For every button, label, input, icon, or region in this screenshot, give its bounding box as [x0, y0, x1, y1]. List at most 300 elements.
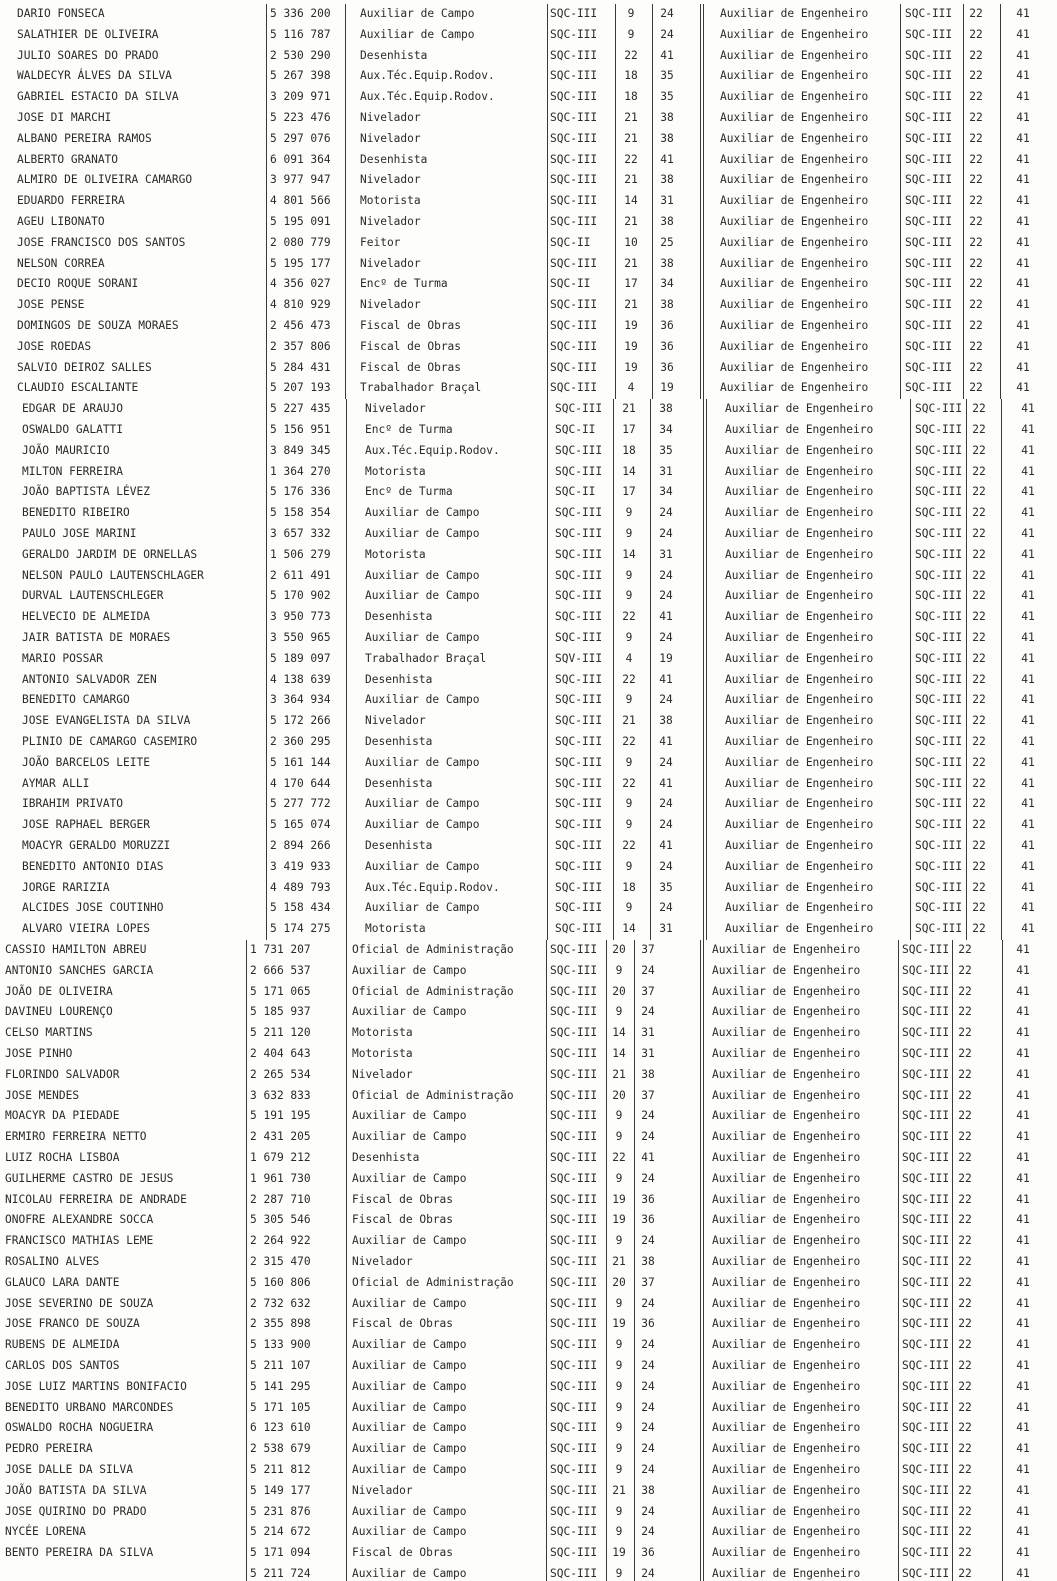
table-row — [0, 1106, 1057, 1127]
current-position: Desenhista — [360, 48, 428, 62]
current-level: SQC-III — [550, 1338, 598, 1352]
registration-number: 2 355 898 — [250, 1317, 311, 1331]
new-reference-end: 41 — [1021, 735, 1035, 748]
employee-name: AGEU LIBONATO — [17, 215, 105, 228]
current-reference-start: 21 — [624, 173, 638, 187]
current-position: Fiscal de Obras — [360, 319, 462, 332]
current-position: Auxiliar de Campo — [365, 589, 480, 603]
employee-name: DURVAL LAUTENSCHLEGER — [22, 589, 164, 603]
current-reference-start: 21 — [612, 1483, 626, 1497]
current-position: Aux.Téc.Equip.Rodov. — [365, 880, 500, 894]
new-reference-start: 22 — [958, 1151, 972, 1164]
new-level: SQC-III — [915, 610, 963, 624]
new-reference-start: 22 — [958, 1317, 972, 1331]
new-position: Auxiliar de Engenheiro — [712, 1463, 861, 1476]
new-level: SQC-III — [902, 1296, 950, 1310]
employee-name: JOSE FRANCO DE SOUZA — [5, 1317, 140, 1331]
current-level: SQC-II — [555, 485, 596, 499]
current-level: SQC-III — [555, 818, 603, 832]
table-row — [0, 1356, 1057, 1377]
table-row — [0, 1127, 1057, 1148]
current-reference-start: 19 — [624, 360, 638, 374]
registration-number: 5 160 806 — [250, 1275, 311, 1289]
new-reference-end: 41 — [1016, 1400, 1030, 1414]
new-reference-start: 22 — [969, 319, 983, 332]
new-reference-start: 22 — [972, 568, 986, 582]
table-row — [0, 503, 1057, 524]
new-reference-end: 41 — [1021, 901, 1035, 915]
registration-number: 2 456 473 — [270, 319, 331, 332]
current-reference-end: 41 — [659, 672, 673, 686]
employee-name: JORGE RARIZIA — [22, 880, 110, 894]
new-reference-end: 41 — [1016, 1130, 1030, 1144]
new-reference-end: 41 — [1016, 1192, 1030, 1206]
new-level: SQC-III — [902, 1379, 950, 1393]
new-reference-end: 41 — [1016, 1005, 1030, 1019]
registration-number: 5 165 074 — [270, 818, 331, 832]
employee-name: BENEDITO ANTONIO DIAS — [22, 859, 164, 873]
new-position: Auxiliar de Engenheiro — [712, 1026, 861, 1040]
current-position: Fiscal de Obras — [352, 1317, 454, 1331]
current-position: Aux.Téc.Equip.Rodov. — [360, 69, 495, 83]
new-reference-start: 22 — [958, 1546, 972, 1560]
current-reference-start: 20 — [612, 984, 626, 998]
current-position: Auxiliar de Campo — [360, 7, 475, 20]
registration-number: 5 156 951 — [270, 423, 331, 436]
employee-name: WALDECYR ÁLVES DA SILVA — [17, 69, 172, 83]
new-reference-start: 22 — [969, 194, 983, 208]
employee-name: JOSE QUIRINO DO PRADO — [5, 1504, 147, 1518]
new-reference-start: 22 — [958, 1171, 972, 1185]
table-row — [0, 1377, 1057, 1398]
current-reference-end: 34 — [659, 423, 673, 436]
new-level: SQC-III — [915, 423, 963, 436]
current-level: SQC-III — [550, 1088, 598, 1102]
registration-number: 2 530 290 — [270, 48, 331, 62]
employee-name: ALVARO VIEIRA LOPES — [22, 922, 150, 936]
current-position: Nivelador — [360, 131, 421, 145]
current-position: Auxiliar de Campo — [352, 963, 467, 977]
new-reference-end: 41 — [1016, 1255, 1030, 1268]
registration-number: 2 431 205 — [250, 1130, 311, 1144]
employee-name: DECIO ROQUE SORANI — [17, 277, 139, 291]
new-reference-start: 22 — [958, 1442, 972, 1456]
registration-number: 5 141 295 — [250, 1379, 311, 1393]
current-level: SQC-III — [550, 1317, 598, 1331]
current-reference-start: 9 — [615, 1567, 623, 1580]
current-level: SQC-III — [550, 1483, 598, 1497]
new-reference-end: 41 — [1021, 818, 1035, 832]
current-reference-start: 10 — [624, 235, 638, 249]
new-position: Auxiliar de Engenheiro — [712, 1275, 861, 1289]
current-reference-end: 38 — [641, 1255, 655, 1268]
new-position: Auxiliar de Engenheiro — [712, 1171, 861, 1185]
registration-number: 2 894 266 — [270, 839, 331, 852]
current-reference-end: 41 — [660, 48, 674, 62]
new-reference-end: 41 — [1021, 464, 1035, 478]
new-position: Auxiliar de Engenheiro — [720, 256, 869, 270]
current-position: Auxiliar de Campo — [352, 1421, 467, 1435]
registration-number: 5 267 398 — [270, 69, 331, 83]
new-position: Auxiliar de Engenheiro — [720, 381, 869, 395]
new-reference-end: 41 — [1021, 797, 1035, 811]
new-position: Auxiliar de Engenheiro — [712, 1005, 861, 1019]
current-level: SQC-III — [550, 111, 598, 124]
new-reference-end: 41 — [1016, 1421, 1030, 1435]
registration-number: 5 158 434 — [270, 901, 331, 915]
current-reference-start: 21 — [624, 256, 638, 270]
current-reference-end: 36 — [660, 339, 674, 353]
registration-number: 5 171 105 — [250, 1400, 311, 1414]
table-row — [0, 1231, 1057, 1252]
current-position: Auxiliar de Campo — [360, 27, 475, 41]
employee-name: NYCÉE LORENA — [5, 1525, 86, 1539]
new-reference-start: 22 — [958, 1109, 972, 1123]
registration-number: 5 172 266 — [270, 714, 331, 728]
new-level: SQC-III — [905, 360, 953, 374]
current-reference-start: 14 — [622, 464, 636, 478]
current-reference-start: 4 — [627, 381, 635, 395]
table-row — [0, 1481, 1057, 1502]
table-row — [0, 732, 1057, 753]
registration-number: 4 489 793 — [270, 880, 331, 894]
employee-name: SALVIO DEIROZ SALLES — [17, 360, 152, 374]
new-reference-end: 41 — [1021, 880, 1035, 894]
table-row — [0, 4, 1057, 25]
new-level: SQC-III — [905, 256, 953, 270]
current-reference-start: 9 — [615, 963, 623, 977]
current-level: SQC-III — [550, 1234, 598, 1248]
current-reference-start: 9 — [615, 1359, 623, 1372]
new-position: Auxiliar de Engenheiro — [712, 1296, 861, 1310]
registration-number: 3 950 773 — [270, 610, 331, 624]
new-level: SQC-III — [905, 69, 953, 83]
registration-number: 3 632 833 — [250, 1088, 311, 1102]
new-position: Auxiliar de Engenheiro — [725, 464, 874, 478]
new-reference-end: 41 — [1016, 194, 1030, 208]
new-position: Auxiliar de Engenheiro — [725, 423, 874, 436]
new-reference-end: 41 — [1021, 423, 1035, 436]
new-level: SQC-III — [905, 298, 953, 312]
registration-number: 2 287 710 — [250, 1192, 311, 1206]
employee-name: EDGAR DE ARAUJO — [22, 402, 124, 416]
current-level: SQC-III — [555, 547, 603, 561]
current-level: SQC-III — [550, 1463, 598, 1476]
current-position: Auxiliar de Campo — [365, 818, 480, 832]
new-reference-end: 41 — [1016, 215, 1030, 228]
new-reference-start: 22 — [972, 589, 986, 603]
current-reference-start: 22 — [622, 610, 636, 624]
current-reference-start: 18 — [622, 880, 636, 894]
new-reference-end: 41 — [1021, 714, 1035, 728]
current-reference-end: 24 — [641, 1463, 655, 1476]
employee-name: ERMIRO FERREIRA NETTO — [5, 1130, 147, 1144]
employee-name: IBRAHIM PRIVATO — [22, 797, 124, 811]
new-reference-end: 41 — [1016, 1213, 1030, 1227]
new-reference-end: 41 — [1016, 1151, 1030, 1164]
table-row — [0, 233, 1057, 254]
current-reference-end: 35 — [659, 443, 673, 457]
employee-name: DARIO FONSECA — [17, 7, 105, 20]
employee-name: ROSALINO ALVES — [5, 1255, 100, 1268]
current-level: SQC-III — [550, 1567, 598, 1580]
current-position: Fiscal de Obras — [352, 1192, 454, 1206]
new-level: SQC-III — [915, 485, 963, 499]
new-level: SQC-III — [915, 901, 963, 915]
current-position: Aux.Téc.Equip.Rodov. — [365, 443, 500, 457]
current-reference-start: 9 — [615, 1400, 623, 1414]
current-position: Auxiliar de Campo — [352, 1359, 467, 1372]
current-reference-end: 41 — [660, 152, 674, 166]
new-reference-start: 22 — [972, 443, 986, 457]
new-reference-start: 22 — [958, 1567, 972, 1580]
new-reference-start: 22 — [958, 1400, 972, 1414]
registration-number: 3 657 332 — [270, 527, 331, 540]
current-reference-start: 9 — [625, 527, 633, 540]
new-position: Auxiliar de Engenheiro — [712, 1255, 861, 1268]
registration-number: 5 176 336 — [270, 485, 331, 499]
new-reference-end: 41 — [1016, 1088, 1030, 1102]
table-row — [0, 1564, 1057, 1581]
current-reference-start: 9 — [625, 693, 633, 707]
current-reference-end: 31 — [641, 1026, 655, 1040]
current-position: Auxiliar de Campo — [365, 859, 480, 873]
current-reference-end: 34 — [660, 277, 674, 291]
registration-number: 5 305 546 — [250, 1213, 311, 1227]
new-reference-start: 22 — [972, 651, 986, 665]
registration-number: 2 357 806 — [270, 339, 331, 353]
registration-number: 5 149 177 — [250, 1483, 311, 1497]
current-reference-start: 14 — [622, 547, 636, 561]
current-level: SQC-III — [555, 527, 603, 540]
current-reference-start: 21 — [622, 402, 636, 416]
new-reference-start: 22 — [969, 277, 983, 291]
current-level: SQC-III — [550, 1379, 598, 1393]
current-position: Nivelador — [360, 111, 421, 124]
new-position: Auxiliar de Engenheiro — [720, 298, 869, 312]
registration-number: 4 810 929 — [270, 298, 331, 312]
new-position: Auxiliar de Engenheiro — [720, 173, 869, 187]
registration-number: 5 158 354 — [270, 506, 331, 520]
new-position: Auxiliar de Engenheiro — [712, 1130, 861, 1144]
current-level: SQC-III — [550, 1213, 598, 1227]
new-reference-start: 22 — [972, 610, 986, 624]
new-reference-end: 41 — [1016, 111, 1030, 124]
new-level: SQC-III — [915, 443, 963, 457]
current-reference-start: 22 — [622, 776, 636, 790]
new-reference-end: 41 — [1016, 1296, 1030, 1310]
new-level: SQC-III — [902, 1109, 950, 1123]
new-level: SQC-III — [902, 984, 950, 998]
current-level: SQC-III — [550, 1525, 598, 1539]
current-level: SQC-III — [550, 90, 598, 104]
new-reference-end: 41 — [1016, 235, 1030, 249]
registration-number: 5 133 900 — [250, 1338, 311, 1352]
current-position: Trabalhador Braçal — [360, 381, 482, 395]
current-position: Auxiliar de Campo — [352, 1171, 467, 1185]
new-level: SQC-III — [902, 963, 950, 977]
new-position: Auxiliar de Engenheiro — [725, 922, 874, 936]
current-reference-start: 19 — [612, 1192, 626, 1206]
new-level: SQC-III — [905, 277, 953, 291]
current-position: Encº de Turma — [365, 485, 453, 499]
table-row — [0, 961, 1057, 982]
current-reference-end: 31 — [659, 547, 673, 561]
employee-name: ALMIRO DE OLIVEIRA CAMARGO — [17, 173, 193, 187]
new-reference-start: 22 — [972, 714, 986, 728]
new-level: SQC-III — [905, 90, 953, 104]
registration-number: 5 211 812 — [250, 1463, 311, 1476]
new-reference-start: 22 — [969, 69, 983, 83]
registration-number: 1 731 207 — [250, 943, 311, 956]
current-reference-end: 24 — [641, 1005, 655, 1019]
current-reference-end: 24 — [641, 1171, 655, 1185]
table-row — [0, 378, 1057, 399]
current-reference-start: 9 — [625, 901, 633, 915]
new-level: SQC-III — [902, 1213, 950, 1227]
new-position: Auxiliar de Engenheiro — [720, 319, 869, 332]
current-position: Auxiliar de Campo — [365, 797, 480, 811]
new-position: Auxiliar de Engenheiro — [720, 131, 869, 145]
new-position: Auxiliar de Engenheiro — [720, 152, 869, 166]
new-level: SQC-III — [905, 131, 953, 145]
new-position: Auxiliar de Engenheiro — [712, 1317, 861, 1331]
new-reference-start: 22 — [972, 631, 986, 644]
new-position: Auxiliar de Engenheiro — [712, 1088, 861, 1102]
current-position: Auxiliar de Campo — [352, 1234, 467, 1248]
table-row — [0, 274, 1057, 295]
employee-name: ALCIDES JOSE COUTINHO — [22, 901, 164, 915]
table-row — [0, 46, 1057, 67]
new-reference-end: 41 — [1021, 402, 1035, 416]
current-reference-start: 19 — [624, 319, 638, 332]
current-reference-end: 38 — [659, 714, 673, 728]
new-reference-end: 41 — [1021, 693, 1035, 707]
new-reference-end: 41 — [1021, 839, 1035, 852]
new-reference-end: 41 — [1016, 1463, 1030, 1476]
current-reference-end: 36 — [641, 1213, 655, 1227]
new-position: Auxiliar de Engenheiro — [725, 735, 874, 748]
new-reference-start: 22 — [972, 880, 986, 894]
current-position: Motorista — [360, 194, 421, 208]
current-level: SQC-III — [550, 173, 598, 187]
current-reference-end: 24 — [660, 27, 674, 41]
current-position: Trabalhador Braçal — [365, 651, 487, 665]
current-reference-start: 9 — [625, 568, 633, 582]
current-position: Auxiliar de Campo — [352, 1005, 467, 1019]
new-level: SQC-III — [915, 506, 963, 520]
current-reference-end: 24 — [641, 1109, 655, 1123]
new-level: SQC-III — [915, 714, 963, 728]
new-position: Auxiliar de Engenheiro — [712, 1192, 861, 1206]
employee-name: NELSON CORREA — [17, 256, 105, 270]
new-position: Auxiliar de Engenheiro — [712, 1567, 861, 1580]
table-row — [0, 191, 1057, 212]
new-reference-end: 41 — [1016, 256, 1030, 270]
new-reference-end: 41 — [1016, 963, 1030, 977]
employee-name: GABRIEL ESTACIO DA SILVA — [17, 90, 179, 104]
new-reference-end: 41 — [1016, 1546, 1030, 1560]
table-row — [0, 108, 1057, 129]
table-row — [0, 982, 1057, 1003]
current-reference-end: 31 — [659, 464, 673, 478]
new-reference-start: 22 — [958, 1359, 972, 1372]
new-reference-start: 22 — [958, 1088, 972, 1102]
current-reference-start: 9 — [625, 797, 633, 811]
new-reference-start: 22 — [972, 776, 986, 790]
new-reference-end: 41 — [1016, 1504, 1030, 1518]
table-row — [0, 441, 1057, 462]
new-reference-end: 41 — [1021, 922, 1035, 936]
new-level: SQC-III — [902, 1067, 950, 1081]
new-level: SQC-III — [902, 1255, 950, 1268]
new-reference-start: 22 — [958, 1463, 972, 1476]
table-row — [0, 295, 1057, 316]
new-reference-start: 22 — [972, 839, 986, 852]
current-reference-start: 20 — [612, 1275, 626, 1289]
new-position: Auxiliar de Engenheiro — [725, 651, 874, 665]
new-position: Auxiliar de Engenheiro — [725, 797, 874, 811]
new-reference-start: 22 — [958, 1504, 972, 1518]
new-position: Auxiliar de Engenheiro — [712, 1151, 861, 1164]
current-level: SQC-III — [550, 48, 598, 62]
current-reference-start: 19 — [612, 1213, 626, 1227]
new-reference-end: 41 — [1016, 1109, 1030, 1123]
new-level: SQC-III — [915, 755, 963, 769]
current-position: Nivelador — [360, 298, 421, 312]
current-level: SQC-III — [555, 672, 603, 686]
registration-number: 2 538 679 — [250, 1442, 311, 1456]
current-reference-end: 38 — [660, 131, 674, 145]
new-level: SQC-III — [902, 1088, 950, 1102]
current-position: Nivelador — [352, 1255, 413, 1268]
employee-name: CARLOS DOS SANTOS — [5, 1359, 120, 1372]
current-level: SQC-III — [550, 1067, 598, 1081]
new-reference-start: 22 — [958, 1067, 972, 1081]
current-level: SQC-III — [550, 1504, 598, 1518]
new-reference-start: 22 — [969, 173, 983, 187]
current-reference-start: 9 — [625, 506, 633, 520]
employee-name: GERALDO JARDIM DE ORNELLAS — [22, 547, 198, 561]
employee-name: SALATHIER DE OLIVEIRA — [17, 27, 159, 41]
employee-name: JOÃO BAPTISTA LÉVEZ — [22, 485, 150, 499]
new-reference-end: 41 — [1016, 1379, 1030, 1393]
new-level: SQC-III — [915, 568, 963, 582]
current-position: Fiscal de Obras — [360, 360, 462, 374]
new-level: SQC-III — [905, 111, 953, 124]
new-position: Auxiliar de Engenheiro — [712, 1525, 861, 1539]
new-reference-start: 22 — [969, 215, 983, 228]
table-row — [0, 670, 1057, 691]
registration-number: 3 364 934 — [270, 693, 331, 707]
current-position: Nivelador — [365, 402, 426, 416]
employee-name: BENEDITO RIBEIRO — [22, 506, 130, 520]
employee-name: OSWALDO GALATTI — [22, 423, 124, 436]
current-level: SQC-III — [550, 1151, 598, 1164]
new-reference-end: 41 — [1021, 589, 1035, 603]
new-level: SQC-III — [915, 839, 963, 852]
new-position: Auxiliar de Engenheiro — [725, 672, 874, 686]
employee-name: MARIO POSSAR — [22, 651, 103, 665]
current-position: Motorista — [365, 922, 426, 936]
new-reference-start: 22 — [969, 131, 983, 145]
current-level: SQC-III — [550, 339, 598, 353]
current-reference-end: 19 — [660, 381, 674, 395]
new-level: SQC-III — [902, 1504, 950, 1518]
new-position: Auxiliar de Engenheiro — [720, 215, 869, 228]
new-position: Auxiliar de Engenheiro — [725, 443, 874, 457]
new-position: Auxiliar de Engenheiro — [725, 714, 874, 728]
